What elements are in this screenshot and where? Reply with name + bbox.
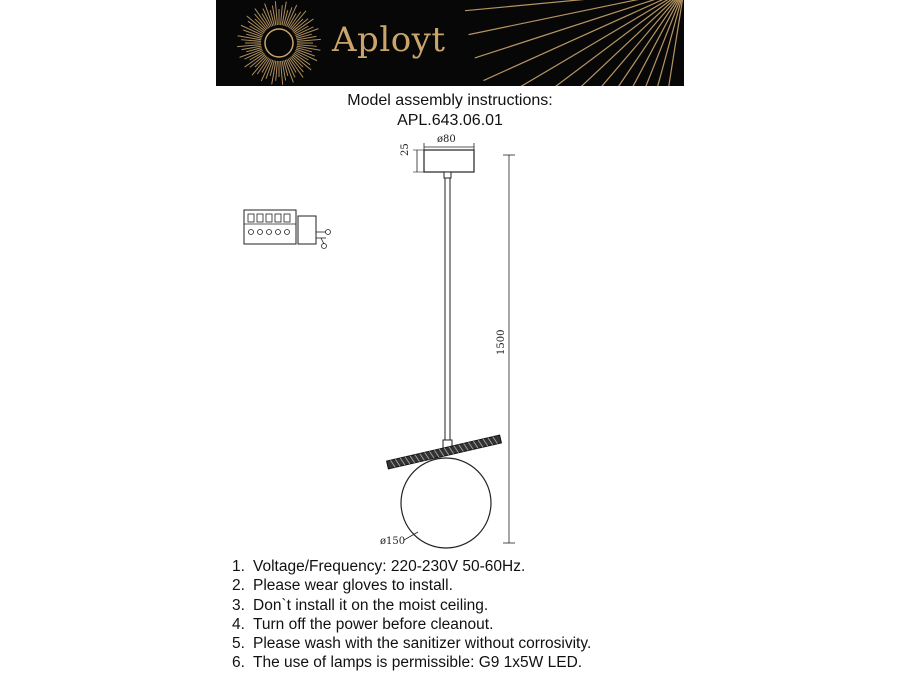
- brand-name: Aployt: [332, 20, 446, 60]
- model-number: APL.643.06.01: [397, 112, 503, 129]
- instruction-item: 2. Please wear gloves to install.: [232, 577, 453, 595]
- wiring-terminal-icon: [244, 210, 331, 249]
- instruction-item: 5. Please wash with the sanitizer without corrosivity.: [232, 635, 592, 653]
- globe-shade: [401, 458, 491, 548]
- canopy-diameter-label: ø80: [437, 134, 456, 145]
- instruction-item: 1. Voltage/Frequency: 220-230V 50-60Hz.: [232, 558, 526, 575]
- instruction-item: 3. Don`t install it on the moist ceiling.: [232, 596, 489, 614]
- instruction-list: [232, 557, 591, 673]
- canopy-height-label: 25: [400, 143, 411, 156]
- shade-diameter-label: ø150: [380, 536, 406, 547]
- total-height-label: 1500: [496, 329, 507, 355]
- canopy-shape: [424, 150, 474, 172]
- document-title: Model assembly instructions:: [347, 92, 553, 109]
- instruction-item: 6. The use of lamps is permissible: G9 1x5W LED.: [232, 654, 583, 672]
- suspension-rod: [445, 178, 450, 440]
- instruction-item: 4. Turn off the power before cleanout.: [232, 615, 494, 633]
